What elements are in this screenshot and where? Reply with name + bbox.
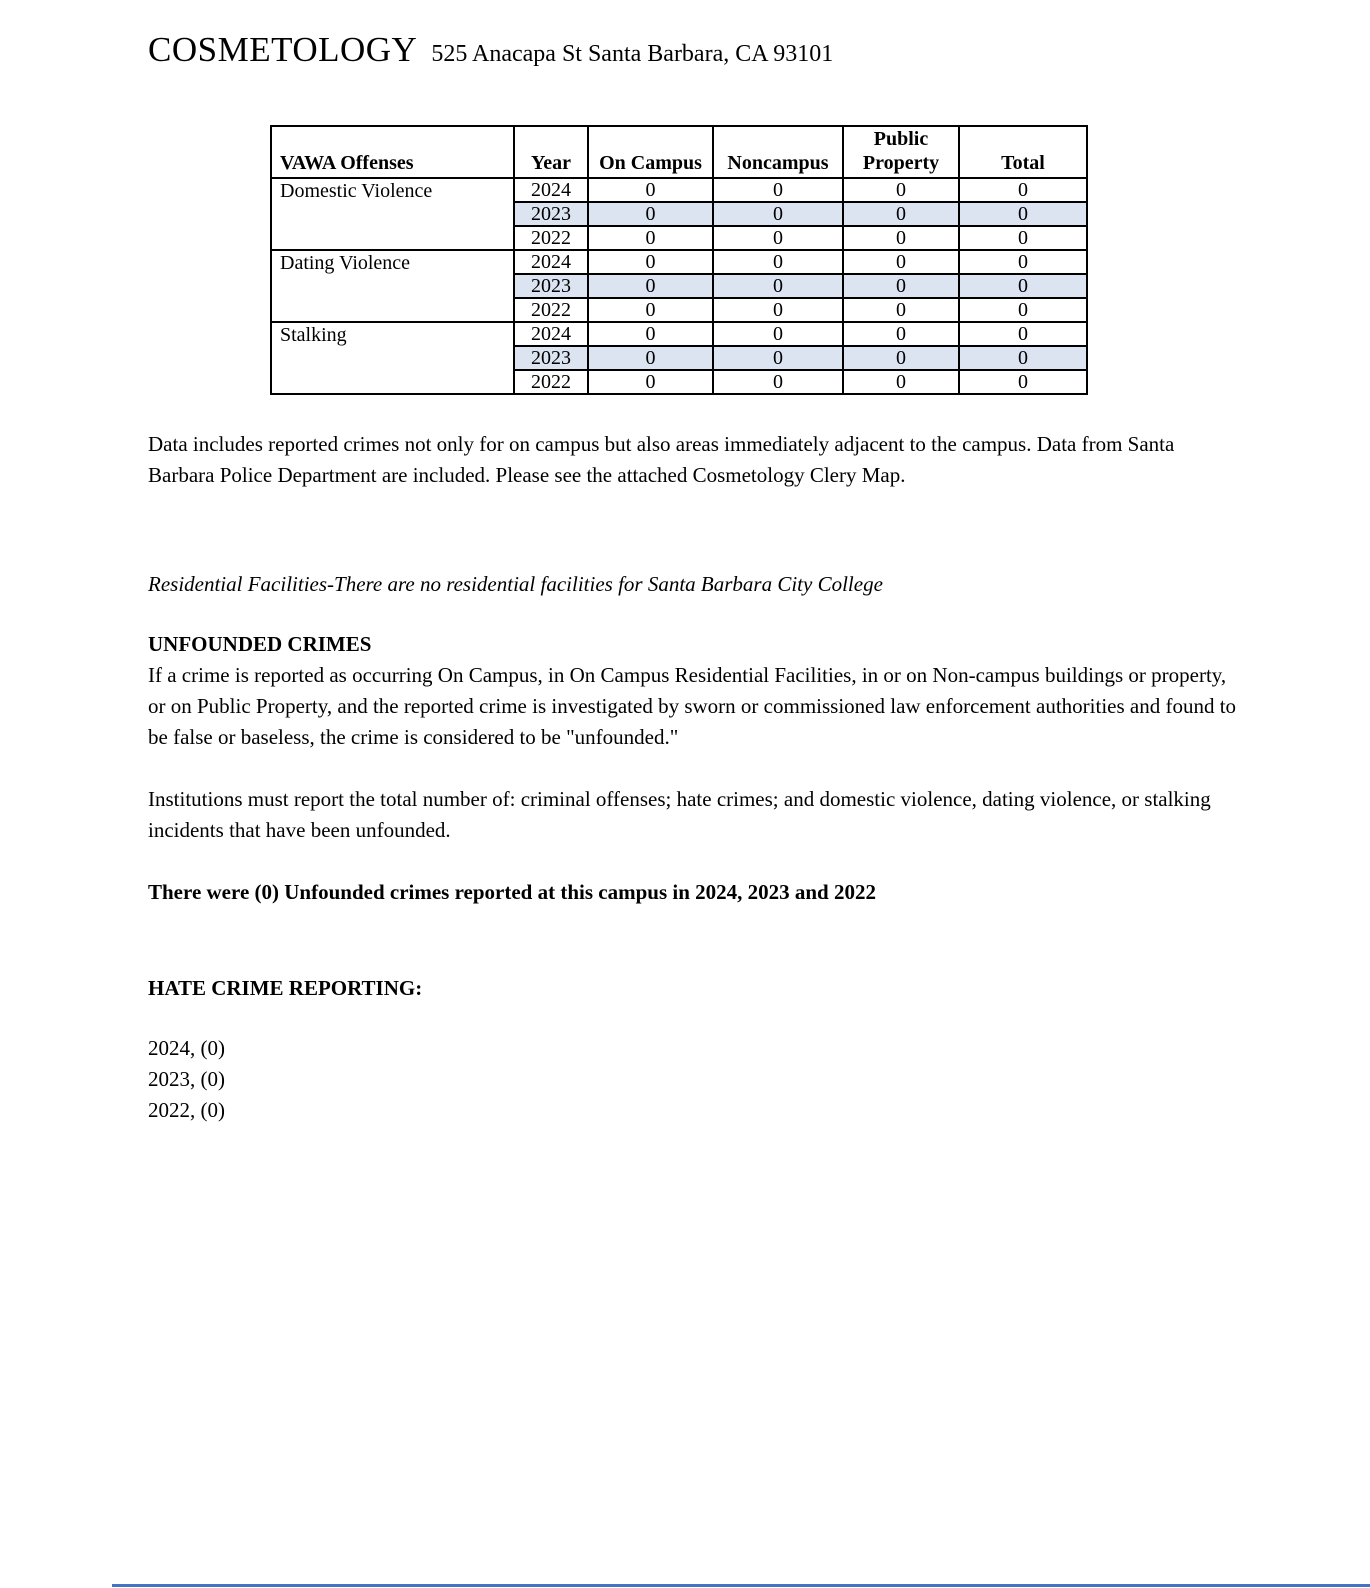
value-cell: 0 [843, 202, 959, 226]
value-cell: 0 [713, 370, 843, 394]
value-cell: 0 [959, 346, 1087, 370]
year-cell: 2024 [514, 250, 588, 274]
value-cell: 0 [959, 274, 1087, 298]
value-cell: 0 [588, 250, 713, 274]
value-cell: 0 [843, 322, 959, 346]
value-cell: 0 [959, 250, 1087, 274]
value-cell: 0 [713, 274, 843, 298]
residential-facilities-note: Residential Facilities-There are no residential facilities for Santa Barbara City College [148, 572, 883, 596]
vawa-offenses-table [270, 125, 1088, 395]
hate-crime-entry: 2022, (0) [148, 1098, 225, 1122]
table-row [271, 178, 1087, 202]
value-cell: 0 [959, 178, 1087, 202]
value-cell: 0 [588, 202, 713, 226]
value-cell: 0 [713, 346, 843, 370]
value-cell: 0 [843, 226, 959, 250]
header-on-campus: On Campus [588, 126, 713, 178]
table-header-row [271, 126, 1087, 178]
value-cell: 0 [588, 322, 713, 346]
value-cell: 0 [713, 226, 843, 250]
footer-rule [112, 1584, 1370, 1587]
value-cell: 0 [713, 202, 843, 226]
year-cell: 2023 [514, 346, 588, 370]
unfounded-summary-statement: There were (0) Unfounded crimes reported at this campus in 2024, 2023 and 2022 [148, 880, 876, 904]
hate-crime-entries [148, 1033, 1246, 1126]
page-title: COSMETOLOGY [148, 30, 418, 69]
value-cell: 0 [713, 298, 843, 322]
unfounded-definition-paragraph: If a crime is reported as occurring On Campus, in On Campus Residential Facilities, in or on Non-campus buildings or property, or on Public Property, and the reported crime is investigated by sworn or commissioned law enforcement authorities and found to be false or baseless, the crime is considered to be "unfounded." [148, 663, 1237, 749]
hate-crime-entry: 2024, (0) [148, 1036, 225, 1060]
value-cell: 0 [588, 298, 713, 322]
table-row [271, 250, 1087, 274]
header-public-property: Public Property [843, 126, 959, 178]
value-cell: 0 [713, 250, 843, 274]
value-cell: 0 [588, 346, 713, 370]
value-cell: 0 [588, 274, 713, 298]
value-cell: 0 [959, 322, 1087, 346]
value-cell: 0 [713, 322, 843, 346]
offense-stalking: Stalking [271, 322, 514, 394]
value-cell: 0 [959, 298, 1087, 322]
value-cell: 0 [843, 274, 959, 298]
value-cell: 0 [843, 178, 959, 202]
year-cell: 2023 [514, 274, 588, 298]
offense-domestic-violence: Domestic Violence [271, 178, 514, 250]
value-cell: 0 [959, 370, 1087, 394]
value-cell: 0 [588, 226, 713, 250]
header-vawa-offenses: VAWA Offenses [271, 126, 514, 178]
header-noncampus: Noncampus [713, 126, 843, 178]
year-cell: 2023 [514, 202, 588, 226]
value-cell: 0 [588, 370, 713, 394]
page-address: 525 Anacapa St Santa Barbara, CA 93101 [431, 41, 834, 67]
header-total: Total [959, 126, 1087, 178]
header-year: Year [514, 126, 588, 178]
hate-crime-heading: HATE CRIME REPORTING: [148, 976, 423, 1000]
year-cell: 2024 [514, 178, 588, 202]
year-cell: 2022 [514, 226, 588, 250]
hate-crime-entry: 2023, (0) [148, 1067, 225, 1091]
year-cell: 2024 [514, 322, 588, 346]
value-cell: 0 [843, 370, 959, 394]
offense-dating-violence: Dating Violence [271, 250, 514, 322]
value-cell: 0 [843, 346, 959, 370]
page-header [148, 26, 1370, 81]
value-cell: 0 [959, 202, 1087, 226]
year-cell: 2022 [514, 370, 588, 394]
value-cell: 0 [843, 250, 959, 274]
unfounded-crimes-heading: UNFOUNDED CRIMES [148, 632, 372, 656]
value-cell: 0 [959, 226, 1087, 250]
value-cell: 0 [843, 298, 959, 322]
data-note-paragraph: Data includes reported crimes not only for on campus but also areas immediately adjacent to the campus. Data from Santa Barbara Police Department are included. Please see the attached Cosmetology Clery Map. [148, 432, 1175, 487]
value-cell: 0 [588, 178, 713, 202]
table-row [271, 322, 1087, 346]
year-cell: 2022 [514, 298, 588, 322]
value-cell: 0 [713, 178, 843, 202]
unfounded-requirement-paragraph: Institutions must report the total number of: criminal offenses; hate crimes; and domestic violence, dating violence, or stalking incidents that have been unfounded. [148, 787, 1211, 842]
